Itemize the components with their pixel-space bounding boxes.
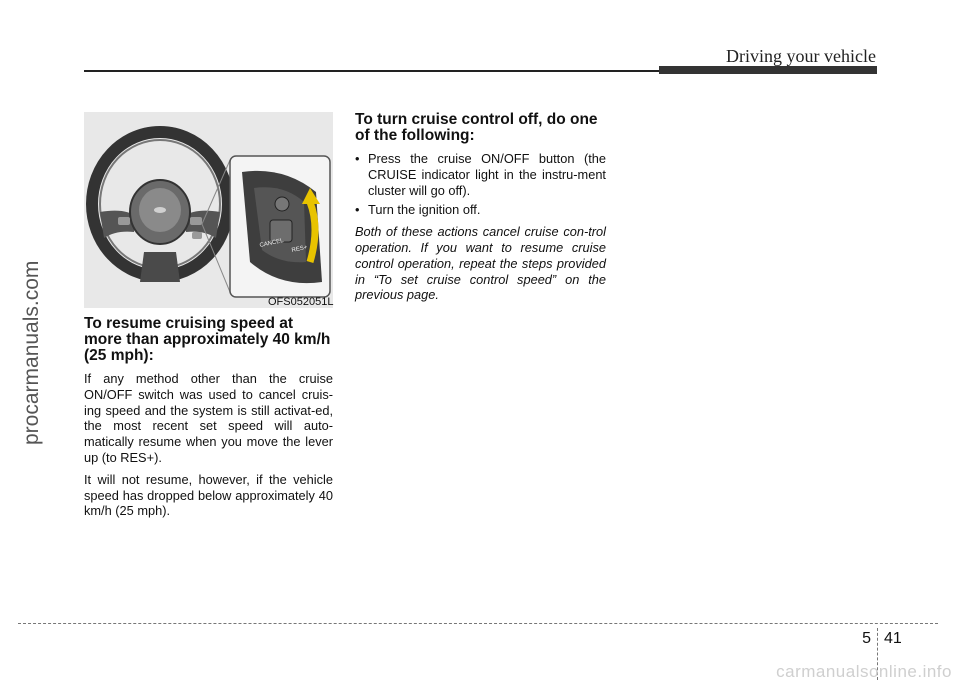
right-column — [355, 112, 606, 309]
side-watermark — [6, 0, 50, 689]
footer-dashed-rule — [18, 623, 938, 624]
header-rule-thin — [84, 70, 659, 72]
section-number: 5 — [862, 630, 871, 647]
resume-paragraph-2: It will not resume, however, if the vehicle speed has dropped below approximately 40 km/h (25 mph). — [84, 471, 333, 519]
running-header-title: Driving your vehicle — [726, 46, 876, 66]
cancel-switch-label: CANCEL — [259, 238, 285, 249]
res-switch-label: RES+ — [291, 244, 308, 254]
list-item: • Press the cruise ON/OFF button (the CRUISE indicator light in the instru-ment cluster will go off). — [355, 151, 606, 198]
side-watermark-text: procarmanuals.com — [20, 260, 43, 445]
left-column — [84, 316, 333, 525]
resume-speed-heading: To resume cruising speed at more than approximately 40 km/h (25 mph): — [84, 315, 331, 364]
header-rule-thick — [659, 66, 877, 74]
bottom-watermark: carmanualsonline.info — [776, 662, 952, 681]
steering-wheel-illustration — [84, 112, 333, 308]
steering-wheel-drawing — [84, 112, 333, 308]
turn-off-list — [355, 151, 606, 218]
page-number: 41 — [884, 630, 902, 647]
figure-caption: OFS052051L — [268, 296, 334, 308]
resume-paragraph-1: If any method other than the cruise ON/OFF switch was used to cancel cruis-ing speed and the system is still activat-ed, the most recent set speed will auto-matically resume when you move the lever up (to RES+). — [84, 371, 333, 465]
turn-off-heading: To turn cruise control off, do one of the following: — [355, 111, 598, 144]
cancel-note: Both of these actions cancel cruise con-trol operation. If you want to resume cruise control operation, repeat the steps provided in “To set cruise control speed” on the previous page. — [355, 224, 606, 303]
list-item: • Turn the ignition off. — [355, 202, 606, 218]
